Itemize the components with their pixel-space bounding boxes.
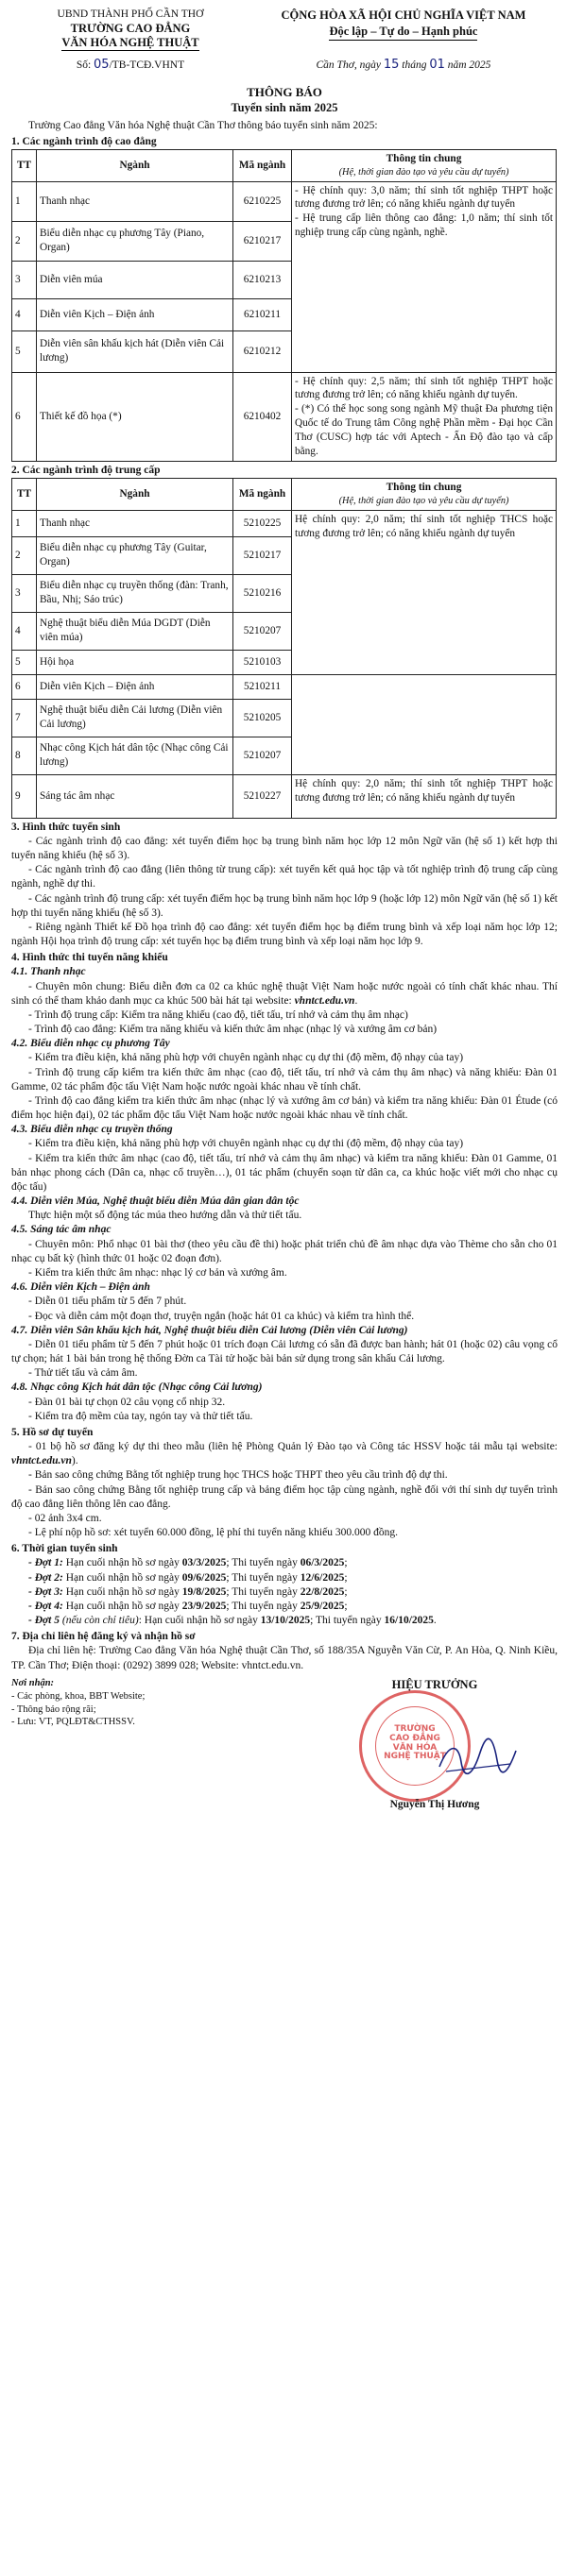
subsection-4-3: 4.3. Biểu diễn nhạc cụ truyền thống (11, 1124, 173, 1136)
section-4-heading: 4. Hình thức thi tuyển năng khiếu (11, 952, 168, 964)
intermediate-programs-table (11, 478, 557, 818)
subsection-4-5: 4.5. Sáng tác âm nhạc (11, 1224, 112, 1236)
reference-row (11, 57, 558, 73)
table-row: 1 Thanh nhạc 5210225 Hệ chính quy: 2,0 năm; thí sinh tốt nghiệp THCS hoặc tương đương trở lên; có năng khiếu ngành dự tuyển (12, 510, 557, 536)
issuer-block (11, 8, 249, 51)
list-item: - Đợt 4: Hạn cuối nhận hồ sơ ngày 23/9/2025; Thi tuyển ngày 25/9/2025; (28, 1600, 348, 1612)
national-motto-block (249, 8, 558, 51)
intro-text: Trường Cao đẳng Văn hóa Nghệ thuật Cần Thơ thông báo tuyển sinh năm 2025: (28, 119, 378, 131)
table-row: 9 Sáng tác âm nhạc 5210227 Hệ chính quy: 2,0 năm; thí sinh tốt nghiệp THPT hoặc tương đương trở lên; có năng khiếu ngành dự tuyển (12, 774, 557, 818)
list-item: - Đợt 5 (nếu còn chỉ tiêu): Hạn cuối nhận hồ sơ ngày 13/10/2025; Thi tuyển ngày 16/10/2025. (28, 1615, 437, 1627)
list-item: - Đợt 1: Hạn cuối nhận hồ sơ ngày 03/3/2025; Thi tuyển ngày 06/3/2025; (28, 1557, 348, 1569)
section-7-heading: 7. Địa chỉ liên hệ đăng ký và nhận hồ sơ (11, 1631, 196, 1643)
recipients-block (11, 1677, 238, 1819)
national-motto: Độc lập – Tự do – Hạnh phúc (329, 24, 477, 42)
subsection-4-2: 4.2. Biểu diễn nhạc cụ phương Tây (11, 1038, 170, 1050)
website-link[interactable]: vhntct.edu.vn (294, 994, 355, 1007)
table-row: 6 Thiết kế đồ họa (*) 6210402 - Hệ chính quy: 2,5 năm; thí sinh tốt nghiệp THPT hoặc tương đương trở lên; có năng khiếu ngành dự tuyển. - (*) Có thể học song song ngành Mỹ thuật Đa phương tiện Quốc tế do Trung tâm Công nghệ Phần mềm - Đại học Cần Thơ (CUSC) hợp tác với Aptech - Ấn Độ đào tạo và cấp bằng. (12, 372, 557, 461)
section-6-heading: 6. Thời gian tuyển sinh (11, 1543, 118, 1555)
issuer-name-2: VĂN HÓA NGHỆ THUẬT (61, 36, 198, 51)
table-row: 8 Nhạc công Kịch hát dân tộc (Nhạc công Cải lương) 5210207 (12, 737, 557, 774)
list-item: - Đợt 2: Hạn cuối nhận hồ sơ ngày 09/6/2025; Thi tuyển ngày 12/6/2025; (28, 1571, 348, 1584)
list-item: - Các phòng, khoa, BBT Website; (11, 1690, 146, 1702)
official-seal-icon: TRƯỜNG CAO ĐẲNG VĂN HÓA NGHỆ THUẬT (359, 1690, 471, 1802)
subsection-4-4: 4.4. Diễn viên Múa, Nghệ thuật biểu diễn Múa dân gian dân tộc (11, 1195, 300, 1208)
table-row: 4 Nghệ thuật biểu diễn Múa DGDT (Diễn viên múa) 5210207 (12, 612, 557, 650)
section-1-heading: 1. Các ngành trình độ cao đẳng (11, 135, 157, 147)
signer-title: HIỆU TRƯỞNG (391, 1677, 478, 1691)
document-footer (11, 1677, 558, 1819)
college-programs-table (11, 149, 557, 462)
issuer-parent: UBND THÀNH PHỐ CẦN THƠ (57, 8, 204, 20)
document-header (11, 8, 558, 51)
table-row: 4 Diễn viên Kịch – Điện ảnh 6210211 (12, 298, 557, 330)
intermediate-info-cell-a: Hệ chính quy: 2,0 năm; thí sinh tốt nghiệp THCS hoặc tương đương trở lên; có năng khiếu ngành dự tuyển (292, 510, 557, 674)
issuer-name-1: TRƯỜNG CAO ĐẲNG (70, 22, 191, 36)
document-number-value: 05 (94, 57, 110, 72)
table-row: 2 Biểu diễn nhạc cụ phương Tây (Guitar, Organ) 5210217 (12, 536, 557, 574)
website-link[interactable]: vhntct.edu.vn (11, 1455, 72, 1467)
table-row: 1 Thanh nhạc 6210225 - Hệ chính quy: 3,0 năm; thí sinh tốt nghiệp THPT hoặc tương đương trở lên; có năng khiếu ngành dự tuyển - Hệ trung cấp liên thông cao đẳng: 1,0 năm; thí sinh tốt nghiệp trung cấp cùng ngành, nghề. (12, 181, 557, 221)
list-item: - Lưu: VT, PQLĐT&CTHSSV. (11, 1717, 135, 1728)
subsection-4-1: 4.1. Thanh nhạc (11, 966, 86, 978)
recipients-title: Nơi nhận: (11, 1677, 55, 1688)
section-5-heading: 5. Hồ sơ dự tuyển (11, 1426, 94, 1438)
table-row: 3 Biểu diễn nhạc cụ truyền thống (đàn: Tranh, Bầu, Nhị; Sáo trúc) 5210216 (12, 574, 557, 612)
table-row: 2 Biểu diễn nhạc cụ phương Tây (Piano, Organ) 6210217 (12, 221, 557, 261)
date-day: 15 (383, 57, 400, 72)
subsection-4-8: 4.8. Nhạc công Kịch hát dân tộc (Nhạc công Cải lương) (11, 1381, 263, 1394)
document-subtitle: Tuyển sinh năm 2025 (231, 101, 338, 115)
subsection-4-7: 4.7. Diễn viên Sân khấu kịch hát, Nghệ thuật biểu diễn Cải lương (Diễn viên Cải lương) (11, 1324, 408, 1336)
table-row: 3 Diễn viên múa 6210213 (12, 261, 557, 298)
national-title: CỘNG HÒA XÃ HỘI CHỦ NGHĨA VIỆT NAM (281, 8, 526, 22)
subsection-4-6: 4.6. Diễn viên Kịch – Điện ảnh (11, 1281, 150, 1294)
signer-name: Nguyễn Thị Hương (389, 1798, 480, 1810)
contact-address: Địa chỉ liên hệ: Trường Cao đẳng Văn hóa Nghệ thuật Cần Thơ, số 188/35A Nguyễn Văn Cừ, P. An Hòa, Q. Ninh Kiều, TP. Cần Thơ; Điện thoại: (0292) 3899 028; Website: vhntct.edu.vn. (11, 1645, 558, 1671)
list-item: - Đợt 3: Hạn cuối nhận hồ sơ ngày 19/8/2025; Thi tuyển ngày 22/8/2025; (28, 1585, 348, 1598)
document-page: UBND THÀNH PHỐ CẦN THƠ TRƯỜNG CAO ĐẲNG VĂN HÓA NGHỆ THUẬT CỘNG HÒA XÃ HỘI CHỦ NGHĨA VIỆT NAM Độc lập – Tự do – Hạnh phúc Số: 05/TB-TCĐ.VHNT Cần Thơ, ngày 15 tháng 01 năm 2025 THÔNG BÁO Tuyển sinh năm 2025 Trường Cao đẳng Văn hóa Nghệ thuật Cần Thơ thông báo tuyển sinh năm 2025: 1. Các ngành trình độ cao đẳng TT Ngành Mã ngành Thông tin chung (Hệ, thời gian đào tạo và yêu cầu dự tuyển) 1 Thanh nhạc 6210225 - Hệ chính quy: 3,0 năm; thí sinh tốt nghiệp THPT hoặc tương đương trở lên; có năng khiếu ngành dự tuyển - Hệ trung cấp liên thông cao đẳng: 1,0 năm; thí sinh tốt nghiệp trung cấp cùng ngành, nghề. 2 Biểu diễn nhạc cụ phương Tây (Piano, Organ) 6210217 3 Diễn viên múa 6210213 4 Diễn viên Kịch – Điện ảnh 6210211 5 Diễn viên sân khấu kịch hát (Diễn viên Cải lương) 6210212 6 Thiết kế đồ họa (*) 6210402 - Hệ chính quy: 2,5 năm; thí sinh tốt nghiệp THPT hoặc tương đương trở lên; có năng khiếu ngành dự tuyển. - (*) Có thể học song song ngành Mỹ thuật Đa phương tiện Quốc tế do Trung tâm Công nghệ Phần mềm - Đại học Cần Thơ (CUSC) hợp tác với Aptech - Ấn Độ đào tạo và cấp bằng. 2. Các ngành trình độ trung cấp TT Ngành Mã ngành Thông tin chung (Hệ, thời gian đào tạo và yêu cầu dự tuyển) 1 Thanh nhạc 5210225 Hệ chính quy: 2,0 năm; thí sinh tốt nghiệp THCS hoặc tương đương trở lên; có năng khiếu ngành dự tuyển 2 Biểu diễn nhạc cụ phương Tây (Guitar, Organ) 5210217 3 Biểu diễn nhạc cụ truyền thống (đàn: Tranh, Bầu, Nhị; Sáo trúc) 5210216 4 Nghệ thuật biểu diễn Múa DGDT (Diễn viên múa) 5210207 5 Hội họa 5210103 6 Diễn viên Kịch – Điện ảnh 5210211 7 Nghệ thuật biểu diễn Cải lương (Diễn viên Cải lương) 5210205 8 Nhạc công Kịch hát dân tộc (Nhạc công Cải lương) 5210207 9 Sáng tác âm nhạc 5210227 Hệ chính quy: 2,0 năm; thí sinh tốt nghiệp THPT hoặc tương đương trở lên; có năng khiếu ngành dự tuyển 3. Hình thức tuyển sinh - Các ngành trình độ cao đẳng: xét tuyển điểm học bạ trung bình năm học lớp 12 môn Ngữ văn (hệ số 1) kết hợp thi tuyển năng khiếu (hệ số 3). - Các ngành trình độ cao đẳng (liên thông từ trung cấp): xét tuyển kết quả học tập và tốt nghiệp trình độ trung cấp cùng ngành, nghề dự thi. - Các ngành trình độ trung cấp: xét tuyển điểm học bạ trung bình năm học lớp 9 (hoặc lớp 12) môn Ngữ văn (hệ số 1) kết hợp thi tuyển năng khiếu (hệ số 3). - Riêng ngành Thiết kế Đồ họa trình độ cao đẳng: xét tuyển điểm học bạ điểm trung bình và xếp loại năm học lớp 12; ngành Hội họa trình độ trung cấp: xét tuyển học bạ điểm trung bình và xếp loại năm học lớp 9. 4. Hình thức thi tuyển năng khiếu 4.1. Thanh nhạc - Chuyên môn chung: Biểu diễn đơn ca 02 ca khúc nghệ thuật Việt Nam hoặc nước ngoài có tính chất khác nhau. Thí sinh có thể tham khảo danh mục ca khúc 500 bài hát tại website: vhntct.edu.vn. - Trình độ trung cấp: Kiểm tra năng khiếu (cao độ, tiết tấu, trí nhớ và cảm thụ âm nhạc) - Trình độ cao đẳng: Kiểm tra năng khiếu và kiến thức âm nhạc (nhạc lý và xướng âm cơ bản) 4.2. Biểu diễn nhạc cụ phương Tây - Kiểm tra điều kiện, khả năng phù hợp với chuyên ngành nhạc cụ dự thi (độ mềm, độ nhạy của tay) - Trình độ trung cấp kiểm tra kiến thức âm nhạc (cao độ, tiết tấu, trí nhớ và cảm thụ âm nhạc) và năng khiếu: Đàn 01 Gamme, 02 tác phẩm độc tấu Việt Nam hoặc nước ngoài khác nhau về tính chất. - Trình độ cao đẳng kiểm tra kiến thức âm nhạc (nhạc lý và xướng âm cơ bản) và kiểm tra năng khiếu: Đàn 01 Étude (có điểm học hiện đại), 02 tác phẩm độc tấu Việt Nam hoặc nước ngoài khác nhau về tính chất. 4.3. Biểu diễn nhạc cụ truyền thống - Kiểm tra điều kiện, khả năng phù hợp với chuyên ngành nhạc cụ dự thi (độ mềm, độ nhạy của tay) - Kiểm tra kiến thức âm nhạc (cao độ, tiết tấu, trí nhớ và cảm thụ âm nhạc) và kiểm tra năng khiếu: Đàn 01 Gamme, 01 bản nhạc phong cách (Dân ca, nhạc cổ truyền…), 01 tác phẩm (chuyển soạn từ dân ca, ca khúc hoặc viết mới cho nhạc cụ độc tấu) 4.4. Diễn viên Múa, Nghệ thuật biểu diễn Múa dân gian dân tộc Thực hiện một số động tác múa theo hướng dẫn và thử tiết tấu. 4.5. Sáng tác âm nhạc - Chuyên môn: Phổ nhạc 01 bài thơ (theo yêu cầu đề thi) hoặc phát triển chủ đề âm nhạc dựa vào Thème cho sẵn cho 01 nhạc cụ bất kỳ (hình thức 01 hoặc 02 đoạn đơn). - Kiểm tra kiến thức âm nhạc: nhạc lý cơ bản và xướng âm. 4.6. Diễn viên Kịch – Điện ảnh - Diễn 01 tiểu phẩm từ 5 đến 7 phút. - Đọc và diễn cảm một đoạn thơ, truyện ngắn (hoặc hát 01 ca khúc) và kiểm tra hình thể. 4.7. Diễn viên Sân khấu kịch hát, Nghệ thuật biểu diễn Cải lương (Diễn viên Cải lương) - Diễn 01 tiểu phẩm từ 5 đến 7 phút hoặc 01 trích đoạn Cải lương có sẵn đã được ban hành; hát 01 (hoặc 02) câu vọng cổ tự chọn; hát 1 bài bản trong hệ thống Đờn ca Tài tử hoặc bài bản sử dụng trong sân khấu Cải lương. - Thử tiết tấu và cảm âm. 4.8. Nhạc công Kịch hát dân tộc (Nhạc công Cải lương) - Đàn 01 bài tự chọn 02 câu vọng cổ nhịp 32. - Kiểm tra độ mềm của tay, ngón tay và thử tiết tấu. 5. Hồ sơ dự tuyển - 01 bộ hồ sơ đăng ký dự thi theo mẫu (liên hệ Phòng Quản lý Đào tạo và Công tác HSSV hoặc tải mẫu tại website: vhntct.edu.vn). - Bản sao công chứng Bằng tốt nghiệp trung học THCS hoặc THPT theo yêu cầu trình độ dự thi. - Bản sao công chứng Bằng tốt nghiệp trung cấp và bảng điểm học tập cùng ngành, nghề đối với thí sinh dự tuyển trình độ cao đẳng liên thông lên cao đẳng. - 02 ảnh 3x4 cm. - Lệ phí nộp hồ sơ: xét tuyển 60.000 đồng, lệ phí thi tuyển năng khiếu 300.000 đồng. 6. Thời gian tuyển sinh - Đợt 1: Hạn cuối nhận hồ sơ ngày 03/3/2025; Thi tuyển ngày 06/3/2025; - Đợt 2: Hạn cuối nhận hồ sơ ngày 09/6/2025; Thi tuyển ngày 12/6/2025; - Đợt 3: Hạn cuối nhận hồ sơ ngày 19/8/2025; Thi tuyển ngày 22/8/2025; - Đợt 4: Hạn cuối nhận hồ sơ ngày 23/9/2025; Thi tuyển ngày 25/9/2025; - Đợt 5 (nếu còn chỉ tiêu): Hạn cuối nhận hồ sơ ngày 13/10/2025; Thi tuyển ngày 16/10/2025. 7. Địa chỉ liên hệ đăng ký và nhận hồ sơ Địa chỉ liên hệ: Trường Cao đẳng Văn hóa Nghệ thuật Cần Thơ, số 188/35A Nguyễn Văn Cừ, P. An Hòa, Q. Ninh Kiều, TP. Cần Thơ; Điện thoại: (0292) 3899 028; Website: vhntct.edu.vn. Nơi nhận: - Các phòng, khoa, BBT Website; - Thông báo rộng rãi; - Lưu: VT, PQLĐT&CTHSSV. HIỆU TRƯỞNG TRƯỜNG CAO ĐẲNG VĂN HÓA NGHỆ THUẬT Nguyễn Thị Hương (0, 0, 567, 2576)
intermediate-info-cell-b: Hệ chính quy: 2,0 năm; thí sinh tốt nghiệp THPT hoặc tương đương trở lên; có năng khiếu ngành dự tuyển (292, 774, 557, 818)
table-row: 7 Nghệ thuật biểu diễn Cải lương (Diễn viên Cải lương) 5210205 (12, 699, 557, 737)
date-month: 01 (429, 57, 445, 72)
section-3-heading: 3. Hình thức tuyển sinh (11, 821, 121, 833)
graphic-design-info-cell: - Hệ chính quy: 2,5 năm; thí sinh tốt nghiệp THPT hoặc tương đương trở lên; có năng khiếu ngành dự tuyển. - (*) Có thể học song song ngành Mỹ thuật Đa phương tiện Quốc tế do Trung tâm Công nghệ Phần mềm - Đại học Cần Thơ (CUSC) hợp tác với Aptech - Ấn Độ đào tạo và cấp bằng. (292, 372, 557, 461)
document-number: Số: 05/TB-TCĐ.VHNT (76, 57, 185, 72)
list-item: - Thông báo rộng rãi; (11, 1703, 96, 1715)
document-title: THÔNG BÁO (247, 85, 322, 100)
signature-block (312, 1677, 558, 1819)
section-2-heading: 2. Các ngành trình độ trung cấp (11, 465, 161, 477)
signature-icon (435, 1734, 520, 1781)
college-info-cell: - Hệ chính quy: 3,0 năm; thí sinh tốt nghiệp THPT hoặc tương đương trở lên; có năng khiếu ngành dự tuyển - Hệ trung cấp liên thông cao đẳng: 1,0 năm; thí sinh tốt nghiệp trung cấp cùng ngành, nghề. (292, 181, 557, 372)
table-row: 5 Hội họa 5210103 (12, 650, 557, 674)
table-row: 6 Diễn viên Kịch – Điện ảnh 5210211 (12, 674, 557, 699)
table-header-row: TT Ngành Mã ngành Thông tin chung (Hệ, thời gian đào tạo và yêu cầu dự tuyển) (12, 479, 557, 510)
table-row: 5 Diễn viên sân khấu kịch hát (Diễn viên Cải lương) 6210212 (12, 330, 557, 372)
document-date: Cần Thơ, ngày 15 tháng 01 năm 2025 (316, 57, 491, 72)
table-header-row: TT Ngành Mã ngành Thông tin chung (Hệ, thời gian đào tạo và yêu cầu dự tuyển) (12, 150, 557, 181)
